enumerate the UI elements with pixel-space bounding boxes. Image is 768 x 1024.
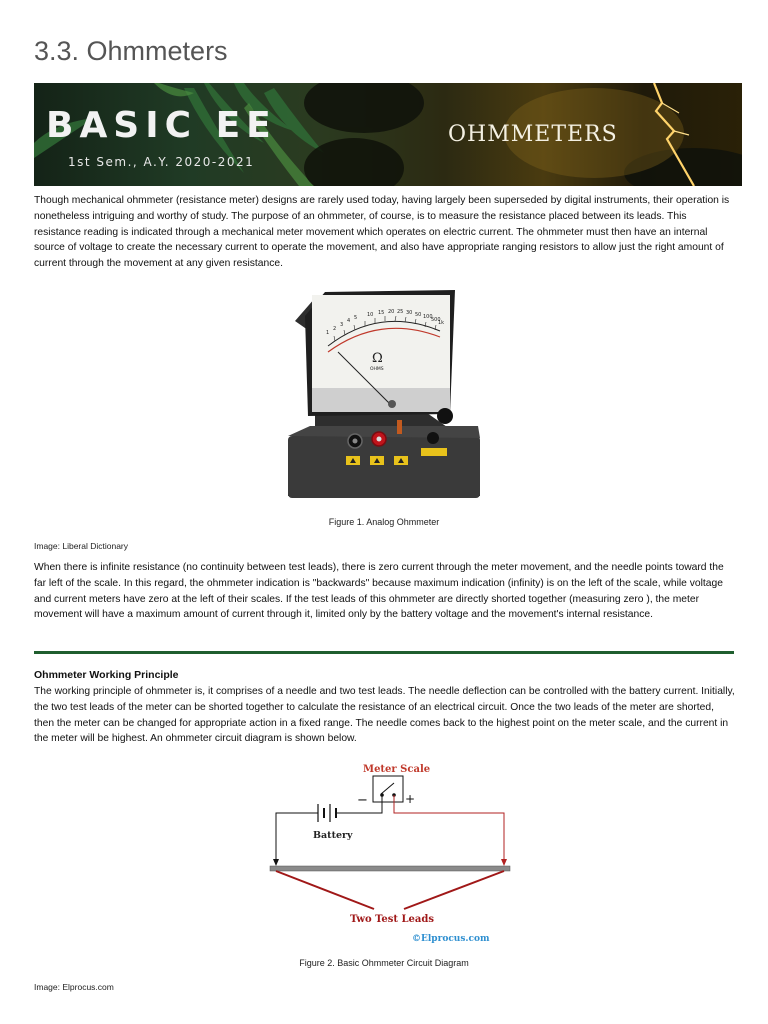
meter-box — [373, 776, 403, 802]
battery-label: Battery — [313, 830, 353, 841]
scale-label: 30 — [406, 310, 413, 316]
analog-ohmmeter-figure — [280, 286, 490, 508]
banner-topic: OHMMETERS — [448, 122, 618, 147]
ohmmeter-circuit-diagram — [262, 756, 522, 951]
elprocus-watermark: ©Elprocus.com — [412, 934, 490, 944]
section-paragraph: The working principle of ohmmeter is, it comprises of a needle and two test leads. The needle deflection can be controlled with the battery current. Initially, the two test leads of the meter can be shorted together to calculate the resistance of an electrical circuit. Once the two leads of the meter are shorted, then the meter can be changed for appropriate action in a fixed range. The needle comes back to the highest point on the meter scale, and the current in the meter will be highest. An ohmmeter circuit diagram is shown below. — [34, 686, 735, 745]
scale-label: 500 — [431, 317, 441, 323]
meter-scale-label: Meter Scale — [363, 764, 431, 775]
figure1-credit: Image: Liberal Dictionary — [34, 541, 129, 551]
banner-image — [34, 83, 742, 186]
section-heading: Ohmmeter Working Principle — [34, 669, 179, 681]
ohm-symbol: Ω — [372, 351, 383, 366]
test-leads-label: Two Test Leads — [350, 914, 434, 925]
scale-label: 50 — [415, 312, 422, 318]
scale-label: 25 — [397, 309, 404, 315]
scale-label: 4 — [347, 318, 351, 324]
figure2-caption: Figure 2. Basic Ohmmeter Circuit Diagram — [299, 958, 469, 968]
section-divider — [34, 651, 734, 654]
scale-label: 10 — [367, 312, 374, 318]
figure2-credit: Image: Elprocus.com — [34, 982, 114, 992]
second-paragraph: When there is infinite resistance (no continuity between test leads), there is zero current through the meter movement, and the needle points toward the far left of the scale. In this regard, the ohmmeter indication is "backwards" because maximum indication (infinity) is on the left of the scale, while voltage and current meters have zero at the left of their scales. If the test leads of this ohmmeter are directly shorted together (measuring zero ), the meter movement will have a maximum amount of current through it, limited only by the battery voltage and the movement's internal resistance. — [34, 562, 724, 621]
scale-label: 1 — [326, 330, 330, 336]
meter-base — [288, 436, 480, 498]
figure1-caption: Figure 1. Analog Ohmmeter — [328, 517, 440, 527]
zero-adjust-knob — [437, 408, 453, 424]
scale-label: 1k — [438, 320, 445, 326]
test-lead-bar — [270, 866, 510, 871]
meter-face — [312, 295, 450, 388]
scale-label: 2 — [333, 326, 337, 332]
banner-subtitle: 1st Sem., A.Y. 2020-2021 — [68, 155, 255, 169]
scale-label: 5 — [354, 315, 358, 321]
scale-label: 100 — [423, 314, 433, 320]
minus-sign: − — [357, 793, 368, 808]
page-title: 3.3. Ohmmeters — [34, 36, 228, 66]
banner-title: BASIC EE — [46, 105, 277, 146]
intro-paragraph: Though mechanical ohmmeter (resistance meter) designs are rarely used today, having largely been superseded by digital instruments, their operation is nonetheless intriguing and worthy of study. The purpose of an ohmmeter, of course, is to measure the resistance placed between its leads. This resistance reading is indicated through a mechanical meter movement which operates on electric current. The ohmmeter must then have an internal source of voltage to create the necessary current to operate the movement, and also have appropriate ranging resistors to allow just the right amount of current through the movement at any given resistance. — [34, 195, 730, 270]
scale-label: 15 — [378, 310, 385, 316]
fuse — [397, 420, 402, 434]
ohms-label: OHMS — [370, 367, 384, 372]
scale-label: 20 — [388, 309, 395, 315]
scale-label: 3 — [340, 322, 344, 328]
plus-sign: + — [405, 792, 416, 806]
